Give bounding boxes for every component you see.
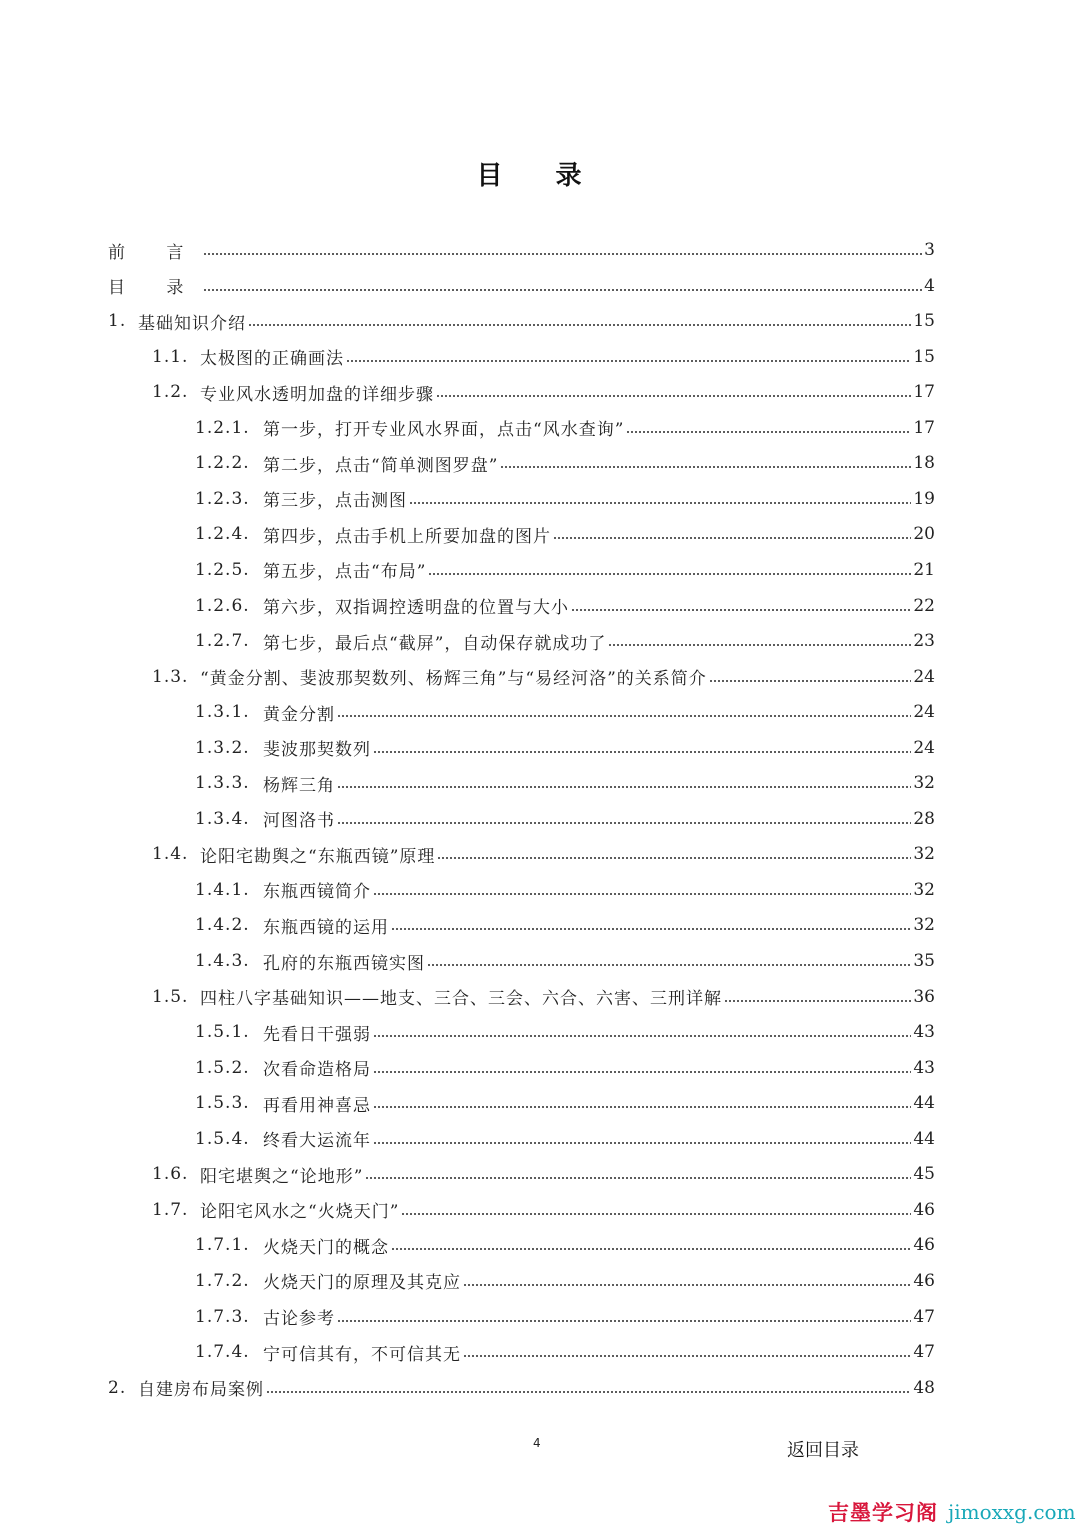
toc-entry-title: 火烧天门的原理及其克应 [263, 1273, 461, 1294]
toc-entry-number: 1.1. [152, 346, 189, 367]
toc-entry-number: 1.3.4. [195, 808, 250, 829]
toc-entry-page: 3 [924, 240, 935, 260]
dot-leader [437, 857, 911, 859]
dot-leader [203, 253, 922, 255]
toc-entry-page: 20 [913, 524, 935, 545]
toc-entry-title: 宁可信其有，不可信其无 [263, 1344, 461, 1365]
toc-entry[interactable] [108, 1370, 935, 1406]
toc-entry-title: 再看用神喜忌 [263, 1095, 371, 1116]
toc-entry[interactable] [195, 481, 935, 517]
toc-entry-page: 46 [913, 1199, 935, 1220]
toc-entry-title: 四柱八字基础知识——地支、三合、三会、六合、六害、三刑详解 [200, 989, 722, 1010]
toc-entry-title: 前 言 [108, 242, 202, 263]
toc-entry-title: 专业风水透明加盘的详细步骤 [200, 384, 434, 405]
page-title: 目 录 [476, 161, 604, 191]
toc-entry-page: 43 [913, 1022, 935, 1043]
toc-entry-title: 火烧天门的概念 [263, 1237, 389, 1258]
toc-entry-number: 1.2.7. [195, 631, 250, 652]
toc-entry-title: 杨辉三角 [263, 775, 335, 796]
toc-entry[interactable] [152, 1156, 935, 1192]
dot-leader [608, 644, 911, 646]
toc-entry-page: 21 [913, 559, 935, 580]
watermark-name: 吉墨学习阁 [828, 1501, 938, 1525]
toc-entry-page: 45 [913, 1164, 935, 1185]
toc-entry[interactable] [195, 1263, 935, 1299]
dot-leader [203, 289, 922, 291]
toc-entry[interactable] [195, 907, 935, 943]
toc-entry-page: 28 [913, 808, 935, 829]
toc-entry-title: 斐波那契数列 [263, 740, 371, 761]
toc-entry-number: 1.3.3. [195, 773, 250, 794]
dot-leader [266, 1391, 911, 1393]
toc-entry[interactable] [195, 730, 935, 766]
toc-entry-title: 论阳宅风水之“火烧天门” [200, 1202, 400, 1223]
toc-entry-page: 47 [913, 1342, 935, 1363]
toc-entry[interactable] [195, 1334, 935, 1370]
toc-entry[interactable] [195, 588, 935, 624]
toc-entry-number: 2. [108, 1377, 127, 1398]
toc-entry[interactable] [195, 1121, 935, 1157]
toc-entry-page: 24 [913, 737, 935, 758]
toc-entry-title: 第三步，点击测图 [263, 491, 407, 512]
dot-leader [373, 751, 911, 753]
toc-entry-number: 1.2.2. [195, 453, 250, 474]
toc-entry-number: 1. [108, 311, 127, 332]
dot-leader [626, 431, 911, 433]
toc-entry-page: 4 [924, 275, 935, 296]
toc-entry-title: 第四步，点击手机上所要加盘的图片 [263, 526, 551, 547]
toc-entry-page: 18 [913, 453, 935, 474]
toc-entry-number: 1.5. [152, 986, 189, 1007]
toc-entry-number: 1.4.3. [195, 951, 250, 971]
dot-leader [391, 928, 911, 930]
toc-entry-page: 36 [913, 986, 935, 1007]
toc-entry-title: 黄金分割 [263, 704, 335, 725]
toc-entry-number: 1.7.3. [195, 1306, 250, 1327]
toc-entry-page: 32 [913, 773, 935, 794]
toc-entry[interactable] [152, 659, 935, 695]
toc-entry-number: 1.4.2. [195, 915, 250, 936]
toc-entry[interactable] [195, 943, 935, 979]
toc-entry-title: 东瓶西镜的运用 [263, 917, 389, 938]
dot-leader [571, 609, 911, 611]
toc-entry-page: 24 [913, 702, 935, 723]
toc-entry-number: 1.3. [152, 666, 189, 687]
toc-entry-title: 目 录 [108, 278, 202, 299]
toc-entry-title: “黄金分割、斐波那契数列、杨辉三角”与“易经河洛”的关系简介 [200, 669, 707, 690]
toc-entry[interactable] [195, 1299, 935, 1335]
toc-entry-title: 基础知识介绍 [138, 313, 246, 334]
toc-entry[interactable] [195, 1050, 935, 1086]
toc-entry-page: 17 [913, 417, 935, 438]
toc-entry-page: 35 [913, 951, 935, 971]
dot-leader [373, 1106, 911, 1108]
toc-entry[interactable] [152, 1192, 935, 1228]
toc-entry[interactable] [195, 445, 935, 481]
toc-entry[interactable] [195, 1085, 935, 1121]
toc-entry-page: 48 [913, 1377, 935, 1398]
dot-leader [373, 893, 911, 895]
dot-leader [427, 964, 911, 966]
toc-entry-page: 44 [913, 1093, 935, 1114]
toc-entry-page: 44 [913, 1128, 935, 1149]
toc-entry-page: 32 [913, 844, 935, 865]
dot-leader [463, 1284, 911, 1286]
dot-leader [373, 1035, 911, 1037]
toc-entry-title: 第六步，双指调控透明盘的位置与大小 [263, 598, 569, 618]
toc-entry-title: 先看日干强弱 [263, 1024, 371, 1045]
toc-entry-page: 32 [913, 879, 935, 900]
toc-entry-number: 1.2.1. [195, 417, 250, 438]
watermark-url: jimoxxg.com [948, 1500, 1076, 1524]
toc-entry[interactable] [108, 303, 935, 339]
toc-entry-page: 17 [913, 382, 935, 403]
toc-entry-number: 1.5.4. [195, 1128, 250, 1149]
footer-page-number: 4 [533, 1436, 541, 1450]
dot-leader [436, 395, 911, 397]
toc-entry[interactable] [195, 872, 935, 908]
toc-entry[interactable] [195, 410, 935, 446]
toc-entry-title: 第七步，最后点“截屏”，自动保存就成功了 [263, 633, 607, 654]
dot-leader [337, 715, 911, 717]
dot-leader [401, 1213, 911, 1215]
toc-entry-number: 1.5.3. [195, 1093, 250, 1114]
toc-entry-page: 24 [913, 666, 935, 687]
toc-entry[interactable] [152, 836, 935, 872]
dot-leader [428, 573, 911, 575]
toc-entry-title: 第一步，打开专业风水界面，点击“风水查询” [263, 420, 625, 441]
toc-entry-number: 1.5.2. [195, 1057, 250, 1078]
toc-entry-number: 1.2.6. [195, 595, 250, 616]
toc-entry-number: 1.2. [152, 382, 189, 403]
dot-leader [346, 360, 911, 362]
toc-entry[interactable] [152, 979, 935, 1015]
toc-entry[interactable] [108, 232, 935, 268]
dot-leader [709, 680, 912, 682]
toc-entry[interactable] [152, 374, 935, 410]
back-to-toc-link[interactable]: 返回目录 [787, 1440, 859, 1461]
toc-entry-title: 河图洛书 [263, 811, 335, 832]
toc-entry-title: 东瓶西镜简介 [263, 882, 371, 903]
toc-entry-title: 自建房布局案例 [138, 1380, 264, 1401]
toc-entry-number: 1.7.2. [195, 1270, 250, 1291]
dot-leader [337, 786, 911, 788]
toc-entry[interactable] [195, 694, 935, 730]
toc-entry[interactable] [195, 765, 935, 801]
toc-entry-number: 1.2.3. [195, 488, 250, 509]
dot-leader [373, 1142, 911, 1144]
toc-entry-title: 太极图的正确画法 [200, 349, 344, 370]
toc-entry-number: 1.7.1. [195, 1235, 250, 1256]
dot-leader [365, 1177, 911, 1179]
toc-entry-number: 1.5.1. [195, 1022, 250, 1043]
toc-entry-page: 46 [913, 1270, 935, 1291]
toc-entry[interactable] [152, 339, 935, 375]
dot-leader [337, 1320, 911, 1322]
toc-entry-number: 1.4.1. [195, 879, 250, 900]
toc-entry-number: 1.6. [152, 1164, 189, 1185]
toc-entry[interactable] [108, 268, 935, 304]
toc-entry[interactable] [195, 623, 935, 659]
toc-entry-number: 1.3.1. [195, 702, 250, 723]
toc-entry-page: 47 [913, 1306, 935, 1327]
toc-entry-title: 第二步，点击“简单测图罗盘” [263, 455, 499, 476]
toc-entry[interactable] [195, 1227, 935, 1263]
toc-entry-page: 22 [913, 595, 935, 616]
toc-entry-number: 1.3.2. [195, 737, 250, 758]
toc-entry-page: 23 [913, 631, 935, 652]
toc-entry-title: 第五步，点击“布局” [263, 562, 427, 583]
toc-entry-page: 19 [913, 488, 935, 509]
toc-entry-title: 论阳宅勘舆之“东瓶西镜”原理 [200, 846, 436, 867]
dot-leader [724, 1000, 911, 1002]
toc-entry-number: 1.7. [152, 1199, 189, 1220]
toc-entry-title: 终看大运流年 [263, 1131, 371, 1152]
toc-entry-page: 15 [913, 311, 935, 332]
toc-entry-title: 阳宅堪舆之“论地形” [200, 1166, 364, 1187]
watermark [828, 1497, 1076, 1527]
toc-entry-number: 1.2.4. [195, 524, 250, 545]
dot-leader [391, 1248, 911, 1250]
toc-entry-title: 次看命造格局 [263, 1060, 371, 1081]
toc-entry[interactable] [195, 516, 935, 552]
toc-entry-page: 46 [913, 1235, 935, 1256]
toc-entry-number: 1.2.5. [195, 559, 250, 580]
dot-leader [248, 324, 911, 326]
toc-entry[interactable] [195, 801, 935, 837]
dot-leader [409, 502, 911, 504]
toc-entry-page: 32 [913, 915, 935, 936]
toc-entry[interactable] [195, 552, 935, 588]
toc-entry-title: 孔府的东瓶西镜实图 [263, 953, 425, 974]
dot-leader [337, 822, 911, 824]
toc-entry[interactable] [195, 1014, 935, 1050]
toc-entry-number: 1.4. [152, 844, 189, 865]
dot-leader [373, 1071, 911, 1073]
toc-entry-number: 1.7.4. [195, 1342, 250, 1363]
toc-entry-page: 43 [913, 1057, 935, 1078]
dot-leader [463, 1355, 911, 1357]
dot-leader [553, 537, 911, 539]
toc-entry-title: 古论参考 [263, 1309, 335, 1329]
toc-entry-page: 15 [913, 346, 935, 367]
dot-leader [500, 466, 911, 468]
